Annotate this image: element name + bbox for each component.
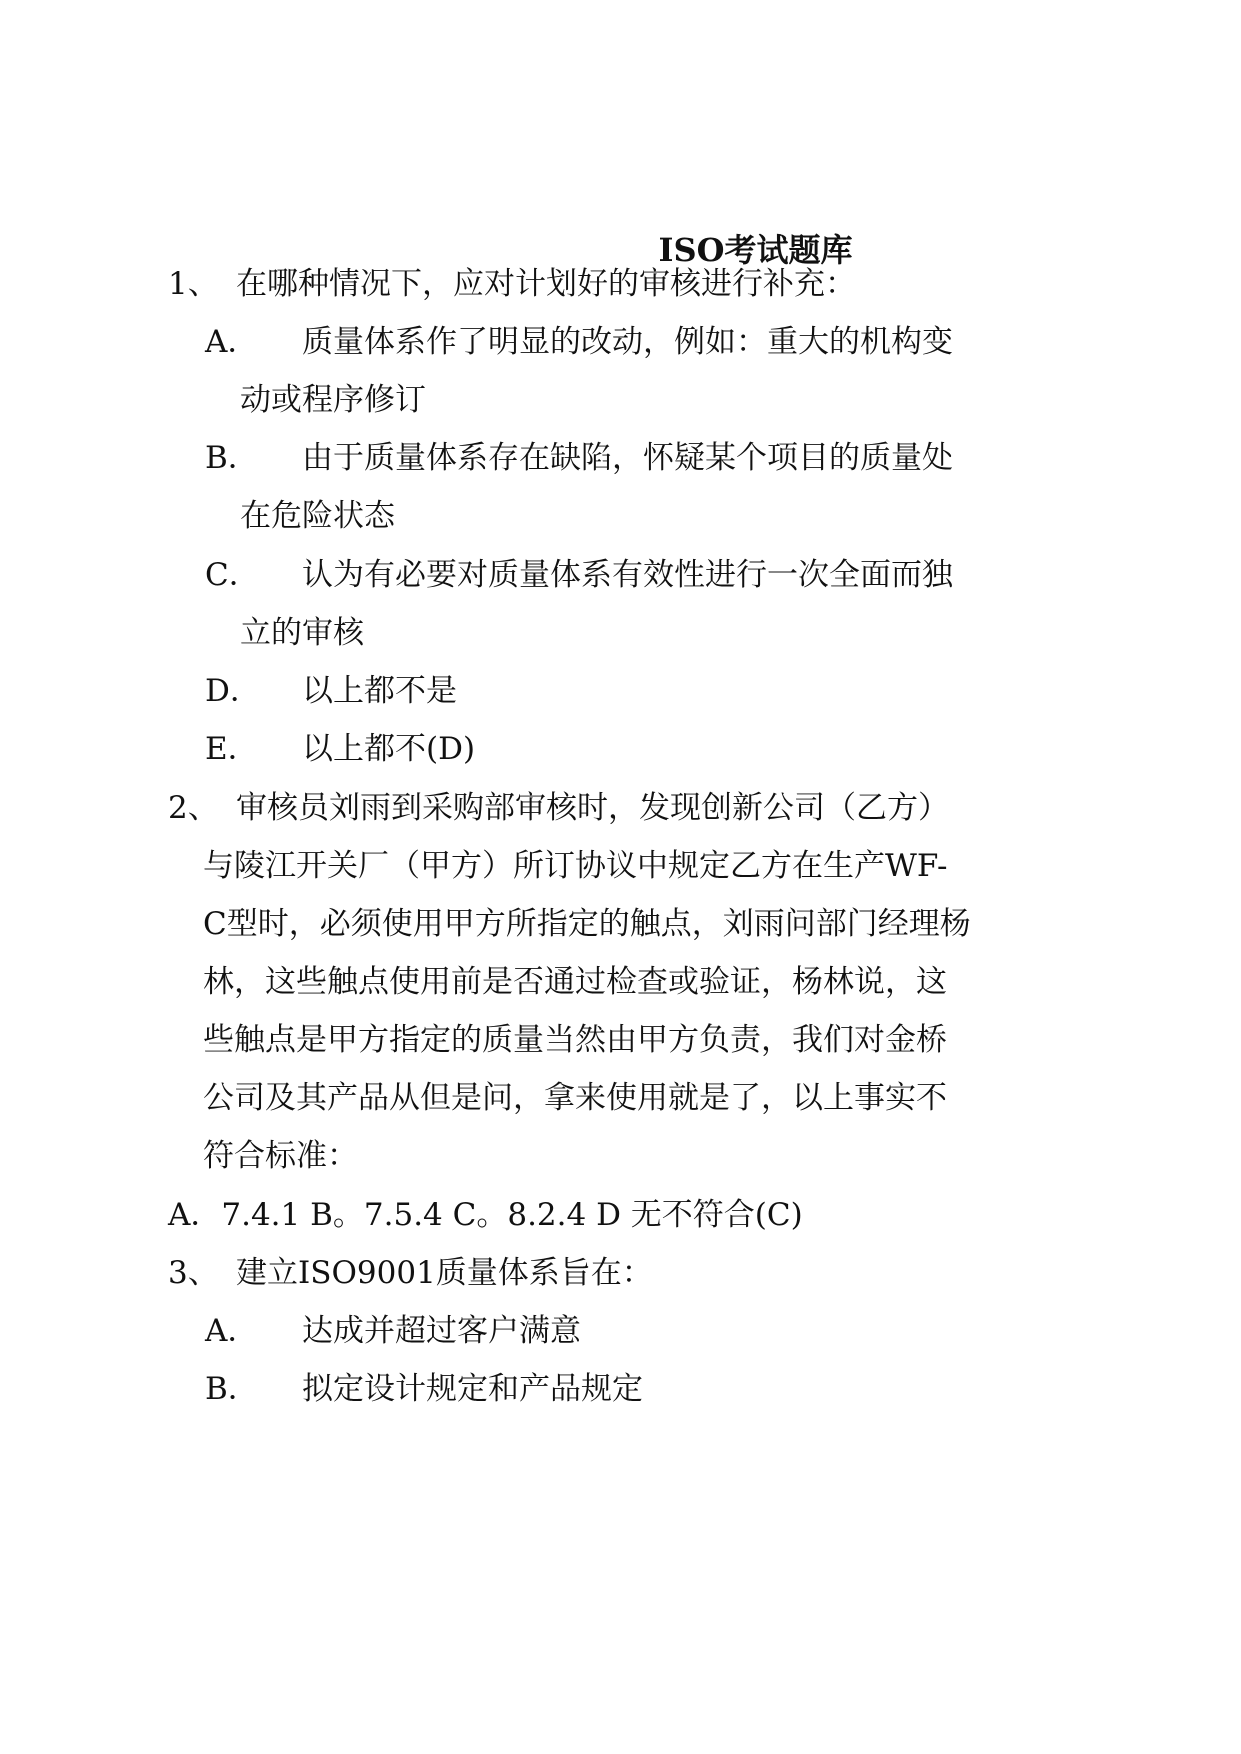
q1-option-d-letter: D． <box>205 673 261 709</box>
q3-option-b-line1: 拟定设计规定和产品规定 <box>302 1371 643 1407</box>
q1-option-c-line1: 认为有必要对质量体系有效性进行一次全面而独 <box>302 557 953 593</box>
q1-option-a-line2: 动或程序修订 <box>240 382 426 418</box>
document-title: ISO考试题库 <box>658 231 853 269</box>
q1-option-c-line2: 立的审核 <box>240 615 364 651</box>
q1-option-a-line1: 质量体系作了明显的改动，例如：重大的机构变 <box>302 324 953 360</box>
q1-option-e-line1: 以上都不(D) <box>302 731 476 767</box>
q2-stem-line-7: 符合标准： <box>203 1138 358 1174</box>
q1-option-c-letter: C． <box>205 557 260 593</box>
question-3-number: 3、 <box>168 1255 219 1291</box>
q3-option-b-letter: B． <box>205 1371 259 1407</box>
q1-option-e-letter: E． <box>205 731 259 767</box>
question-2-number: 2、 <box>168 790 219 826</box>
q2-stem-line-6: 公司及其产品从但是问，拿来使用就是了，以上事实不 <box>203 1080 947 1116</box>
q2-stem-line-1: 审核员刘雨到采购部审核时，发现创新公司（乙方） <box>236 790 949 826</box>
q2-stem-line-3: C型时，必须使用甲方所指定的触点，刘雨问部门经理杨 <box>203 906 971 942</box>
q2-stem-line-4: 林，这些触点使用前是否通过检查或验证，杨林说，这 <box>203 964 947 1000</box>
q1-option-a-letter: A． <box>205 324 259 360</box>
q1-option-b-letter: B． <box>205 440 259 476</box>
q3-option-a-letter: A． <box>205 1313 259 1349</box>
q2-stem-line-2: 与陵江开关厂（甲方）所订协议中规定乙方在生产WF- <box>203 848 948 884</box>
q1-option-b-line1: 由于质量体系存在缺陷，怀疑某个项目的质量处 <box>302 440 953 476</box>
q1-option-b-line2: 在危险状态 <box>240 498 395 534</box>
question-1-number: 1、 <box>168 266 219 302</box>
question-3-stem: 建立ISO9001质量体系旨在： <box>236 1255 653 1291</box>
q2-answer-line: A．7.4.1 B。7.5.4 C。8.2.4 D 无不符合(C) <box>168 1197 803 1233</box>
q2-stem-line-5: 些触点是甲方指定的质量当然由甲方负责，我们对金桥 <box>203 1022 947 1058</box>
q1-option-d-line1: 以上都不是 <box>302 673 457 709</box>
question-1-stem: 在哪种情况下，应对计划好的审核进行补充： <box>236 266 856 302</box>
q3-option-a-line1: 达成并超过客户满意 <box>302 1313 581 1349</box>
